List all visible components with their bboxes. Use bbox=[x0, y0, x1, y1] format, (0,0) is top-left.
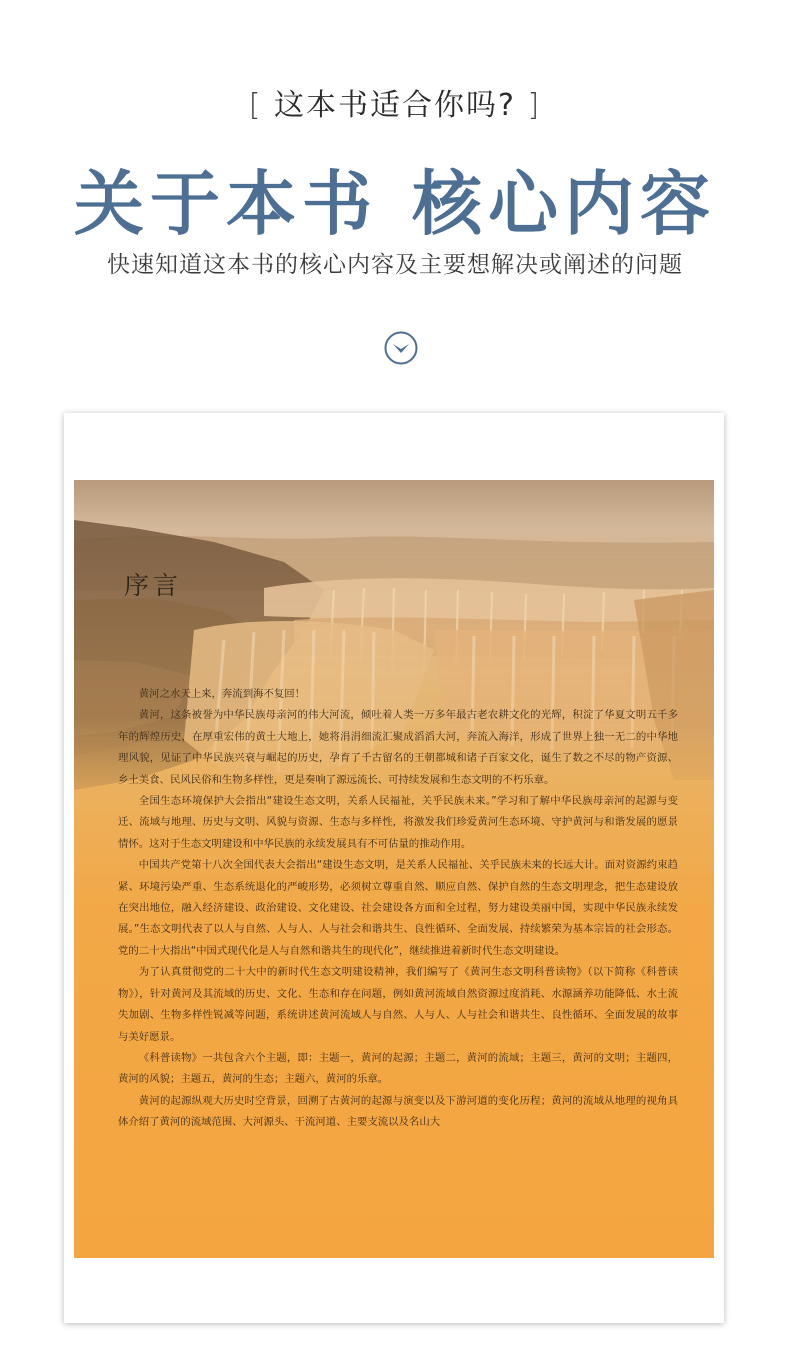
paragraph: 全国生态环境保护大会指出“建设生态文明，关系人民福祉，关乎民族未来。”学习和了解中华民族母亲河的起源与变迁、流域与地理、历史与文明、风貌与资源、生态与多样性，将激发我们珍爱黄河生态环境、守护黄河与和谐发展的愿景情怀。这对于生态文明建设和中华民族的永续发展具有不可估量的推动作用。 bbox=[118, 795, 678, 850]
preface-body bbox=[118, 684, 678, 1134]
chevron-down-circle-icon[interactable] bbox=[384, 331, 418, 365]
paragraph: 黄河的起源纵观大历史时空背景，回溯了古黄河的起源与演变以及下游河道的变化历程；黄河的流域从地理的视角具体介绍了黄河的流域范围、大河源头、干流河道、主要支流以及名山大 bbox=[118, 1094, 678, 1129]
paragraph: 中国共产党第十八次全国代表大会指出“建设生态文明，是关系人民福祉、关乎民族未来的长远大计。面对资源约束趋紧、环境污染严重、生态系统退化的严峻形势，必须树立尊重自然、顺应自然、保护自然的生态文明理念，把生态建设放在突出地位，融入经济建设、政治建设、文化建设、社会建设各方面和全过程，努力建设美丽中国，实现中华民族永续发展。”生态文明代表了以人与自然、人与人、人与社会和谐共生、良性循环、全面发展、持续繁荣为基本宗旨的社会形态。党的二十大指出“中国式现代化是人与自然和谐共生的现代化”，继续推进着新时代生态文明建设。 bbox=[118, 859, 678, 957]
left-bracket: [ bbox=[248, 88, 263, 123]
page-subtitle: 快速知道这本书的核心内容及主要想解决或阐述的问题 bbox=[107, 252, 683, 278]
paragraph: 为了认真贯彻党的二十大中的新时代生态文明建设精神，我们编写了《黄河生态文明科普读物》（以下简称《科普读物》），针对黄河及其流域的历史、文化、生态和存在问题，例如黄河流域自然资源过度消耗、水源涵养功能降低、水土流失加剧、生物多样性锐减等问题，系统讲述黄河流域人与自然、人与人、人与社会和谐共生、良性循环、全面发展的故事与美好愿景。 bbox=[118, 966, 678, 1043]
right-bracket: ] bbox=[527, 88, 542, 123]
section-question bbox=[0, 80, 790, 124]
title-left: 关于本书 bbox=[74, 162, 378, 245]
paragraph: 黄河之水天上来，奔流到海不复回！ bbox=[138, 688, 306, 700]
title-right: 核心内容 bbox=[412, 162, 716, 245]
page-title bbox=[0, 148, 790, 249]
question-text: 这本书适合你吗? bbox=[274, 88, 516, 123]
preface-title: 序言 bbox=[124, 571, 183, 600]
preface-page bbox=[74, 480, 714, 1258]
paragraph: 黄河，这条被誉为中华民族母亲河的伟大河流，倾吐着人类一万多年最古老农耕文化的光辉，积淀了华夏文明五千多年的辉煌历史，在厚重宏伟的黄土大地上，她将涓涓细流汇聚成滔滔大河，奔流入海洋，形成了世界上独一无二的中华地理风貌，见证了中华民族兴衰与崛起的历史，孕育了千古留名的王朝都城和诸子百家文化，诞生了数之不尽的物产资源、乡土美食、民风民俗和生物多样性，更是奏响了源远流长、可持续发展和生态文明的不朽乐章。 bbox=[118, 709, 678, 786]
paragraph: 《科普读物》一共包含六个主题，即：主题一，黄河的起源；主题二，黄河的流域；主题三，黄河的文明；主题四，黄河的风貌；主题五，黄河的生态；主题六，黄河的乐章。 bbox=[118, 1051, 678, 1086]
